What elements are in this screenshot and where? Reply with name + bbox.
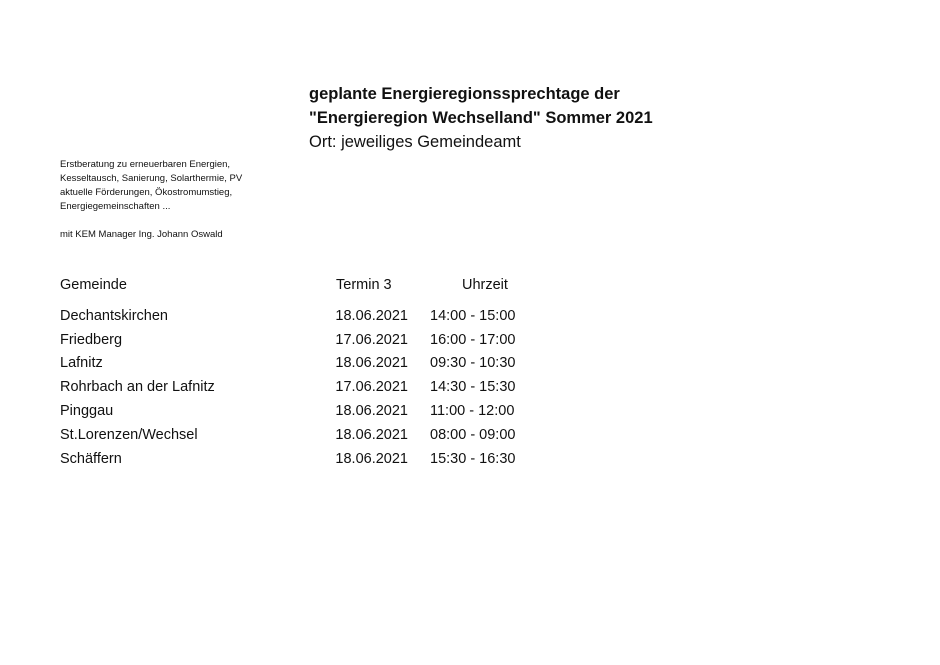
title-block <box>309 82 909 154</box>
cell-termin: 18.06.2021 <box>335 450 408 467</box>
cell-gemeinde: Dechantskirchen <box>60 307 168 324</box>
header-termin: Termin 3 <box>336 277 392 293</box>
table-row <box>60 352 580 376</box>
cell-termin: 18.06.2021 <box>335 402 408 419</box>
table-row <box>60 376 580 400</box>
header-gemeinde: Gemeinde <box>60 277 127 293</box>
cell-termin: 18.06.2021 <box>335 355 408 372</box>
document-title-line-2: "Energieregion Wechselland" Sommer 2021 <box>309 109 653 127</box>
cell-gemeinde: Rohrbach an der Lafnitz <box>60 379 215 396</box>
header-uhrzeit: Uhrzeit <box>462 277 508 293</box>
cell-termin: 18.06.2021 <box>335 426 408 443</box>
description-line-2: Kesseltausch, Sanierung, Solarthermie, PV <box>60 173 243 184</box>
description-line-3: aktuelle Förderungen, Ökostromumstieg, <box>60 187 233 198</box>
cell-gemeinde: Schäffern <box>60 450 122 467</box>
table-row <box>60 424 580 448</box>
cell-uhrzeit: 14:30 - 15:30 <box>430 379 516 396</box>
cell-gemeinde: Lafnitz <box>60 355 103 372</box>
cell-uhrzeit: 15:30 - 16:30 <box>430 450 516 467</box>
cell-termin: 17.06.2021 <box>335 379 408 396</box>
cell-termin: 17.06.2021 <box>335 331 408 348</box>
cell-uhrzeit: 16:00 - 17:00 <box>430 331 516 348</box>
cell-uhrzeit: 11:00 - 12:00 <box>430 402 515 419</box>
table-row <box>60 329 580 353</box>
description-block <box>60 158 300 242</box>
table-row <box>60 400 580 424</box>
cell-uhrzeit: 14:00 - 15:00 <box>430 307 516 324</box>
table-row <box>60 448 580 472</box>
description-spacer <box>60 214 300 228</box>
cell-gemeinde: Pinggau <box>60 402 114 419</box>
cell-uhrzeit: 08:00 - 09:00 <box>430 426 516 443</box>
cell-termin: 18.06.2021 <box>335 307 408 324</box>
cell-gemeinde: Friedberg <box>60 331 123 348</box>
cell-gemeinde: St.Lorenzen/Wechsel <box>60 426 198 443</box>
location-line: Ort: jeweiliges Gemeindeamt <box>309 133 521 151</box>
table-row <box>60 305 580 329</box>
manager-line: mit KEM Manager Ing. Johann Oswald <box>60 229 223 240</box>
cell-uhrzeit: 09:30 - 10:30 <box>430 355 516 372</box>
description-line-1: Erstberatung zu erneuerbaren Energien, <box>60 159 231 170</box>
document-title-line-1: geplante Energieregionssprechtage der <box>309 85 620 103</box>
schedule-table <box>60 274 580 471</box>
table-header-row <box>60 274 580 298</box>
description-line-4: Energiegemeinschaften ... <box>60 201 171 212</box>
